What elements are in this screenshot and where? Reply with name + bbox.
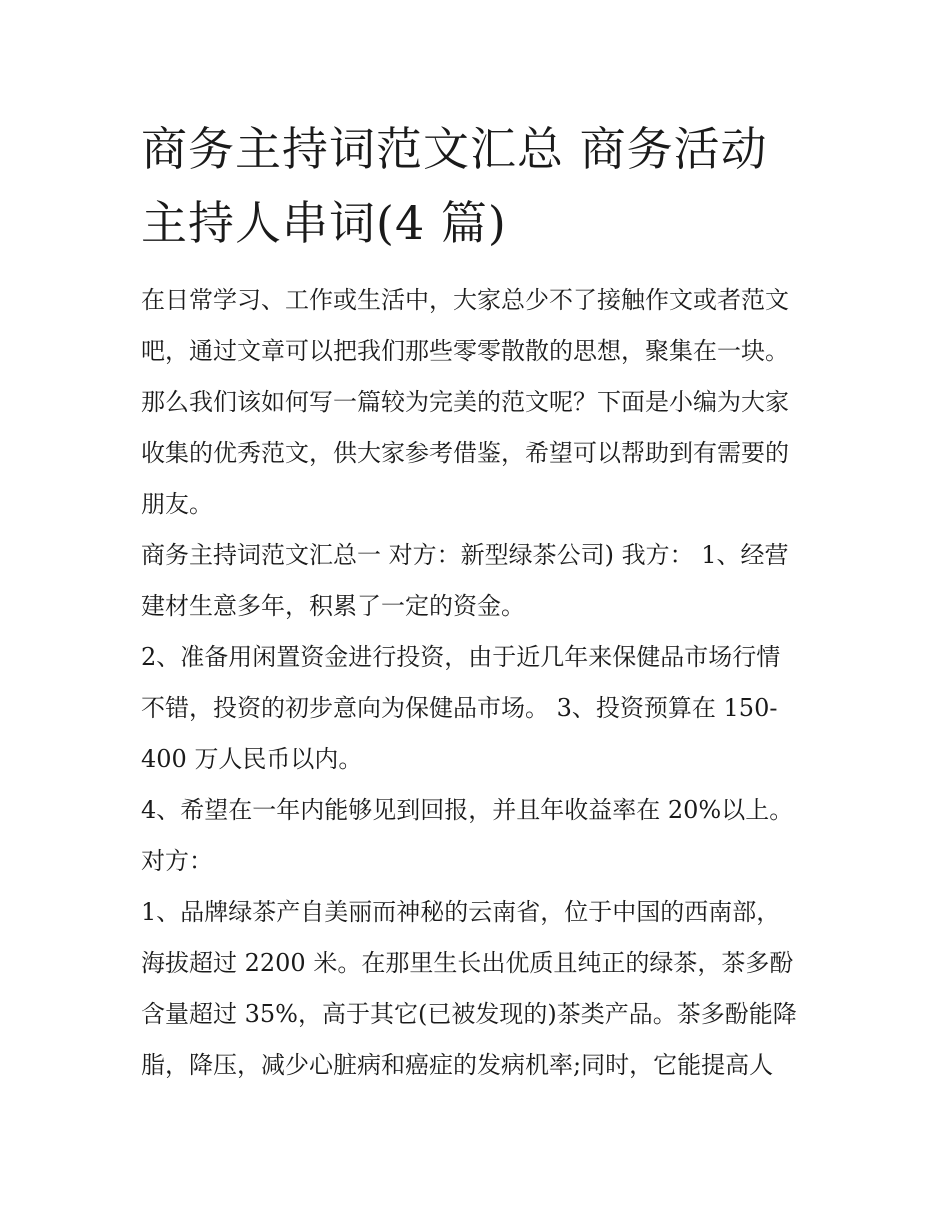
body-line: 建材生意多年，积累了一定的资金。 — [141, 592, 525, 620]
body-line: 朋友。 — [141, 490, 213, 518]
body-line: 那么我们该如何写一篇较为完美的范文呢？下面是小编为大家 — [141, 388, 789, 416]
body-line: 海拔超过 2200 米。在那里生长出优质且纯正的绿茶，茶多酚 — [141, 949, 794, 977]
body-line: 含量超过 35%，高于其它(已被发现的)茶类产品。茶多酚能降 — [141, 1000, 797, 1028]
body-line: 不错，投资的初步意向为保健品市场。 3、投资预算在 150- — [141, 694, 778, 722]
body-line: 2、准备用闲置资金进行投资，由于近几年来保健品市场行情 — [141, 643, 781, 671]
body-line: 对方： — [141, 847, 213, 875]
body-line: 脂，降压，减少心脏病和癌症的发病机率;同时，它能提高人 — [141, 1051, 774, 1079]
body-line: 吧，通过文章可以把我们那些零零散散的思想，聚集在一块。 — [141, 337, 789, 365]
body-line: 收集的优秀范文，供大家参考借鉴，希望可以帮助到有需要的 — [141, 439, 789, 467]
body-line: 在日常学习、工作或生活中，大家总少不了接触作文或者范文 — [141, 286, 789, 314]
body-line: 商务主持词范文汇总一 对方：新型绿茶公司) 我方： 1、经营 — [141, 541, 789, 569]
title-line-1: 商务主持词范文汇总 商务活动 — [141, 122, 768, 176]
body-line: 1、品牌绿茶产自美丽而神秘的云南省，位于中国的西南部， — [141, 898, 781, 926]
title-line-2: 主持人串词(4 篇) — [141, 196, 507, 250]
document-title — [141, 112, 831, 260]
body-line: 400 万人民币以内。 — [141, 745, 363, 773]
body-line: 4、希望在一年内能够见到回报，并且年收益率在 20%以上。 — [141, 796, 794, 824]
